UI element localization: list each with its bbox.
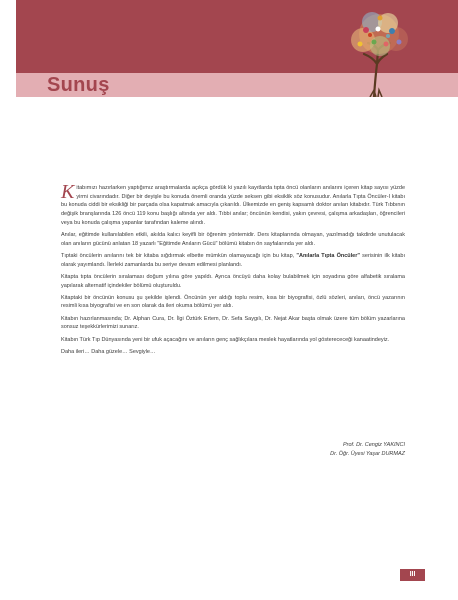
paragraph-3-text-after: serisinin ilk kitabı olarak yayımlandı. İlerleki zamanlarda bu seriye devam edilmesi planlandı. [61,252,405,268]
paragraph-4: Kitapta tıpta öncülerin sıralaması doğum yılına göre yapıldı. Ayrıca öncüyü daha kolay bulabilmek için soyadına göre alfabetik sıralama yapılarak alternatif içindekiler bölümü oluşturuldu. [61,273,405,289]
paragraph-3-text-before: Tıptaki öncülerin anılarını tek bir kitaba sığdırmak elbette mümkün olamayacağı için bu kitap, [61,252,297,259]
paragraph-3 [61,252,405,269]
drop-cap: K [61,181,75,203]
signature-line-1: Prof. Dr. Cengiz YAKINCI [342,442,405,448]
body-text [61,181,405,360]
signature-line-2: Dr. Öğr. Üyesi Yaşar DURMAZ [330,451,405,457]
page-number: III [400,569,425,581]
paragraph-2: Anılar, eğitimde kullanılabilen etkili, akılda kalıcı keyifli bir öğrenim yöntemidir. Ders kitaplarında olmayan, yazılmadığı takdirde unutulacak olan anıların gücünü anlatan 18 yazarlı "Eğitimde Anıların Gücü" bölümü kitabın ön sayfalarında yer aldı. [61,232,405,247]
paragraph-1-text: itabımızı hazırlarken yaptığımız araştırmalarda açıkça gördük ki yazılı kayıtlarda tıpta öncü olanların anılarını içeren kitap sayısı yüzde yirmi civarındadır. Diğer bir deyişle bu konuda önemli oranda yüzde seksen gibi eksiklik söz konusudur. Anılarla Tıpta Öncüler-I kitabı bu konuda ciddi bir eksikliği bir parçada olsa kapatmak amacıyla çıkarıldı. Ülkemizde en geniş kapsamlı doktor anıları kitabıdır. Türk Tıbbının değişik branşlarında 126 öncü 119 konu başlığı altında yer aldı. Tıbbi anılar; öncünün kendisi, yakın çevresi, çalışma arkadaşları, öğrencileri veya bu konuda çalışma yapanlar tarafından kaleme alındı. [61,185,405,226]
page-title: Sunuş [47,74,110,96]
paragraph-5: Kitaptaki bir öncünün konusu şu şekilde işlendi. Öncünün yer aldığı toplu resim, kısa bir biyografisi, özlü sözleri, anıları, öncü yazarının resimli kısa biyografisi ve en son olarak da ileri okuma bölümü yer aldı. [61,294,405,310]
paragraph-7: Kitabın Türk Tıp Dünyasında yeni bir ufuk açacağını ve anıların genç sağlıkçılara meslek hayatlarında yol gösterececeği kanaatindeyiz. [61,336,390,343]
paragraph-6: Kitabın hazırlanmasında; Dr. Alphan Cura, Dr. İlgi Öztürk Ertem, Dr. Sefa Saygılı, Dr. Nejat Akar başta olmak üzere tüm bölüm yazarlarına sonsuz teşekkürlerimizi sunarız. [61,315,405,331]
paragraph-8: Daha ileri… Daha güzele… Sevgiyle… [61,348,156,355]
paragraph-1 [61,181,405,228]
signature-block [250,441,405,459]
tree-illustration [330,2,430,97]
series-title: "Anılarla Tıpta Öncüler" [296,252,360,259]
